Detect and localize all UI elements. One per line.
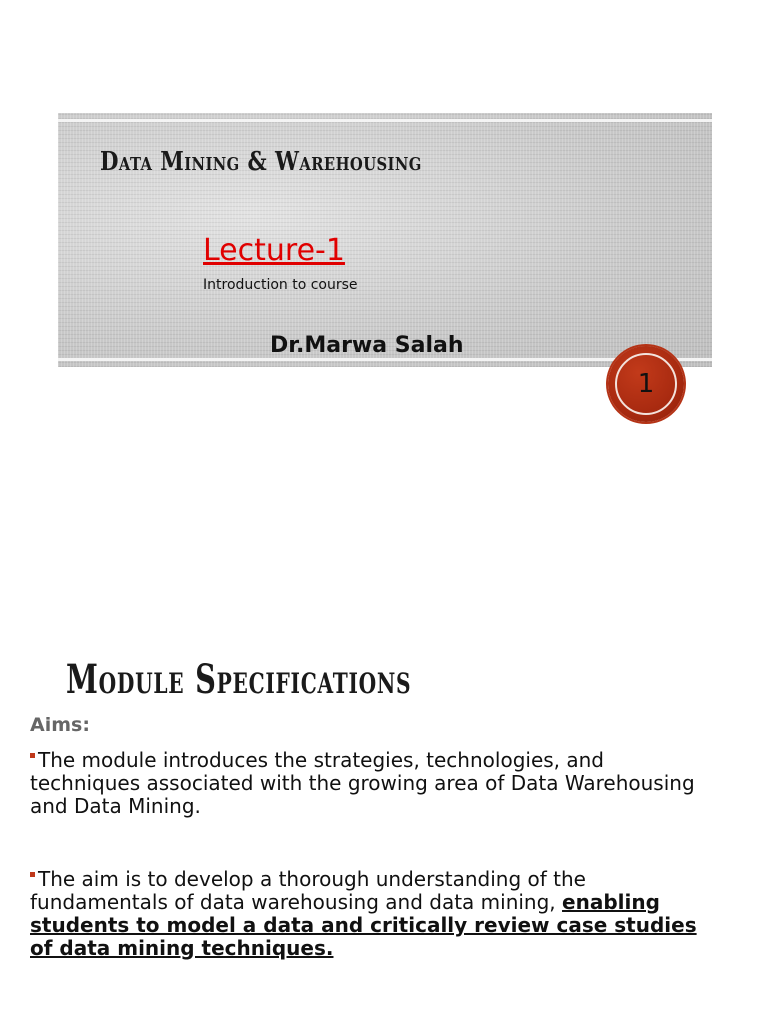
page-number: 1	[637, 369, 655, 399]
aims-paragraph-1-text: The module introduces the strategies, technologies, and techniques associated with the growing area of Data Warehousing and Data Mining.	[30, 748, 695, 818]
page-number-badge	[608, 346, 684, 422]
title-banner	[58, 113, 712, 367]
banner-top-rule	[58, 119, 712, 122]
bullet-icon	[30, 872, 35, 877]
aims-paragraph-2	[30, 868, 720, 960]
bullet-icon	[30, 753, 35, 758]
aims-label: Aims:	[30, 714, 90, 736]
deck-title: Data Mining & Warehousing	[100, 147, 422, 177]
aims-paragraph-2-emphasis: enabling students to model a data and critically review case studies of data mining techniques.	[30, 890, 697, 960]
aims-paragraph-1	[30, 749, 720, 818]
lecture-label: Lecture-1	[203, 233, 345, 268]
aims-paragraph-2-lead: The aim is to develop a thorough understanding of the fundamentals of data warehousing and data mining,	[30, 867, 586, 914]
lecture-subtitle: Introduction to course	[203, 277, 358, 293]
author-name: Dr.Marwa Salah	[270, 333, 464, 358]
section-title: Module Specifications	[66, 656, 412, 703]
